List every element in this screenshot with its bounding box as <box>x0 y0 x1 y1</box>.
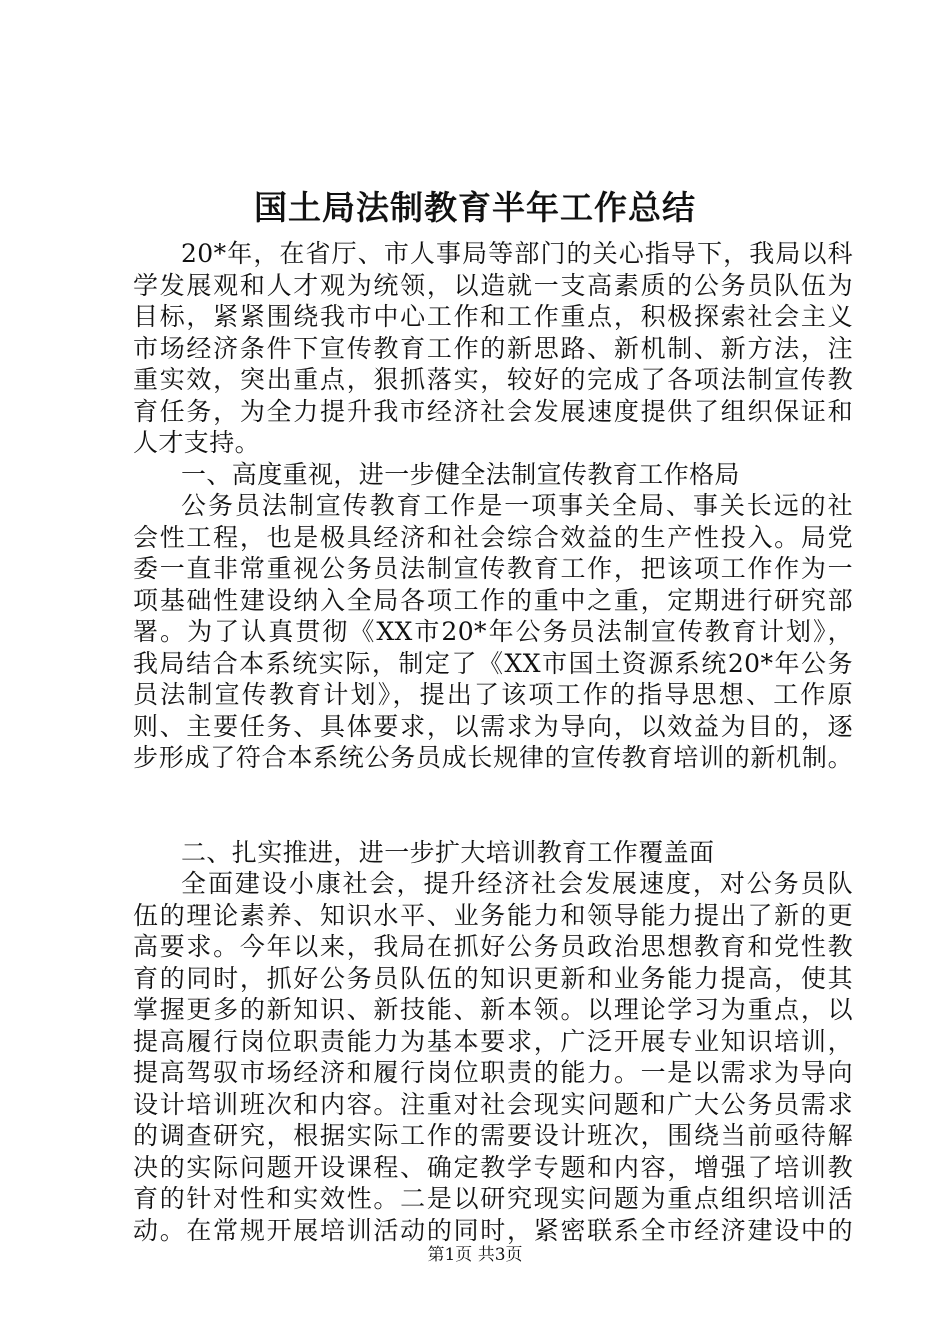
paragraph-line: 育任务，为全力提升我市经济社会发展速度提供了组织保证和 <box>133 396 853 426</box>
paragraph-line: 全面建设小康社会，提升经济社会发展速度，对公务员队 <box>181 869 853 898</box>
paragraph-line: 项基础性建设纳入全局各项工作的重中之重，定期进行研究部 <box>133 585 853 615</box>
paragraph-line: 提高履行岗位职责能力为基本要求，广泛开展专业知识培训， <box>133 1026 853 1056</box>
paragraph-line: 的调查研究，根据实际工作的需要设计班次，围绕当前亟待解 <box>133 1121 853 1150</box>
paragraph-line: 学发展观和人才观为统领，以造就一支高素质的公务员队伍为 <box>133 270 853 300</box>
paragraph-line: 20*年，在省厅、市人事局等部门的关心指导下，我局以科 <box>181 239 853 268</box>
section-heading: 二、扎实推进，进一步扩大培训教育工作覆盖面 <box>181 837 715 867</box>
paragraph-spacer <box>133 774 853 837</box>
document-body <box>133 238 853 1246</box>
paragraph-line: 决的实际问题开设课程、确定教学专题和内容，增强了培训教 <box>133 1152 853 1182</box>
paragraph-line: 则、主要任务、具体要求，以需求为导向，以效益为目的，逐 <box>133 711 853 741</box>
section-heading: 一、高度重视，进一步健全法制宣传教育工作格局 <box>181 459 740 489</box>
document-title: 国土局法制教育半年工作总结 <box>254 188 696 227</box>
paragraph-line: 公务员法制宣传教育工作是一项事关全局、事关长远的社 <box>181 491 853 520</box>
paragraph-line: 伍的理论素养、知识水平、业务能力和领导能力提出了新的更 <box>133 900 853 930</box>
paragraph-line: 我局结合本系统实际，制定了《XX市国土资源系统20*年公务 <box>133 648 853 678</box>
paragraph-line: 育的针对性和实效性。二是以研究现实问题为重点组织培训活 <box>133 1184 853 1213</box>
paragraph-line: 高要求。今年以来，我局在抓好公务员政治思想教育和党性教 <box>133 932 853 961</box>
paragraph-line: 育的同时，抓好公务员队伍的知识更新和业务能力提高，使其 <box>133 963 853 993</box>
paragraph-line: 重实效，突出重点，狠抓落实，较好的完成了各项法制宣传教 <box>133 365 853 394</box>
paragraph-line: 委一直非常重视公务员法制宣传教育工作，把该项工作作为一 <box>133 554 853 583</box>
paragraph-line: 动。在常规开展培训活动的同时，紧密联系全市经济建设中的 <box>133 1215 853 1245</box>
paragraph-line: 掌握更多的新知识、新技能、新本领。以理论学习为重点，以 <box>133 995 853 1024</box>
page-footer: 第1页 共3页 <box>427 1245 523 1265</box>
paragraph-line: 设计培训班次和内容。注重对社会现实问题和广大公务员需求 <box>133 1089 853 1119</box>
paragraph-line: 员法制宣传教育计划》，提出了该项工作的指导思想、工作原 <box>133 680 853 709</box>
paragraph-line: 人才支持。 <box>133 428 261 457</box>
paragraph-line: 提高驾驭市场经济和履行岗位职责的能力。一是以需求为导向 <box>133 1058 853 1087</box>
paragraph-line: 会性工程，也是极具经济和社会综合效益的生产性投入。局党 <box>133 522 853 552</box>
paragraph-line: 市场经济条件下宣传教育工作的新思路、新机制、新方法，注 <box>133 333 853 363</box>
paragraph-line: 步形成了符合本系统公务员成长规律的宣传教育培训的新机制。 <box>133 743 853 772</box>
paragraph-line: 目标，紧紧围绕我市中心工作和工作重点，积极探索社会主义 <box>133 302 853 331</box>
paragraph-line: 署。为了认真贯彻《XX市20*年公务员法制宣传教育计划》， <box>133 617 853 646</box>
